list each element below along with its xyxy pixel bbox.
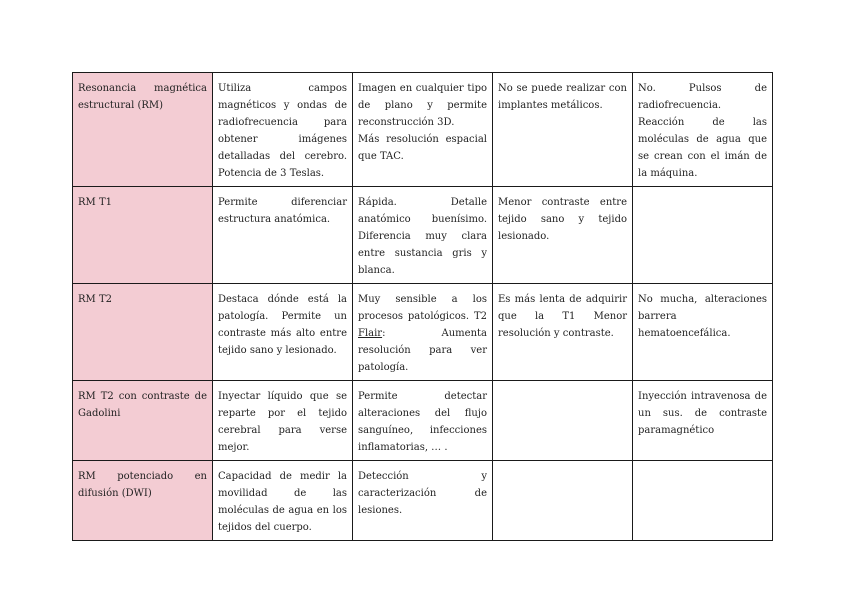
disadvantages-cell [493, 381, 633, 461]
description-cell: Inyectar líquido que se reparte por el tejido cerebral para verse mejor. [213, 381, 353, 461]
mri-comparison-table [72, 72, 773, 541]
flair-term: Flair [358, 328, 383, 339]
advantages-cell [353, 284, 493, 381]
notes-cell: Inyección intravenosa de un sus. de contraste paramagnético [633, 381, 773, 461]
advantages-cell [353, 73, 493, 187]
advantages-text: Más resolución espacial que TAC. [358, 134, 487, 162]
description-cell: Capacidad de medir la movilidad de las moléculas de agua en los tejidos del cuerpo. [213, 461, 353, 541]
table-row [73, 461, 773, 541]
advantages-cell: Permite detectar alteraciones del flujo sanguíneo, infecciones inflamatorias, … . [353, 381, 493, 461]
notes-cell [633, 187, 773, 284]
advantages-text: : Aumenta resolución para ver patología. [358, 328, 487, 373]
advantages-cell: Detección y caracterización de lesiones. [353, 461, 493, 541]
description-cell: Utiliza campos magnéticos y ondas de radiofrecuencia para obtener imágenes detalladas del cerebro. Potencia de 3 Teslas. [213, 73, 353, 187]
table-row [73, 187, 773, 284]
advantages-text: Imagen en cualquier tipo de plano y permite reconstrucción 3D. [358, 83, 487, 128]
table-row [73, 381, 773, 461]
row-label-cell: Resonancia magnética estructural (RM) [73, 73, 213, 187]
disadvantages-cell [493, 461, 633, 541]
description-cell: Permite diferenciar estructura anatómica. [213, 187, 353, 284]
description-cell: Destaca dónde está la patología. Permite un contraste más alto entre tejido sano y lesionado. [213, 284, 353, 381]
row-label-cell: RM T1 [73, 187, 213, 284]
notes-cell: No mucha, alteraciones barrera hematoencefálica. [633, 284, 773, 381]
disadvantages-cell: No se puede realizar con implantes metálicos. [493, 73, 633, 187]
table-row [73, 73, 773, 187]
row-label-cell: RM T2 [73, 284, 213, 381]
row-label-cell: RM potenciado en difusión (DWI) [73, 461, 213, 541]
advantages-cell: Rápida. Detalle anatómico buenísimo. Diferencia muy clara entre sustancia gris y blanca. [353, 187, 493, 284]
row-label-cell: RM T2 con contraste de Gadolini [73, 381, 213, 461]
notes-cell [633, 461, 773, 541]
table-row [73, 284, 773, 381]
disadvantages-cell: Es más lenta de adquirir que la T1 Menor resolución y contraste. [493, 284, 633, 381]
disadvantages-cell: Menor contraste entre tejido sano y tejido lesionado. [493, 187, 633, 284]
advantages-text: Muy sensible a los procesos patológicos. T2 [358, 294, 487, 322]
notes-cell: No. Pulsos de radiofrecuencia. Reacción de las moléculas de agua que se crean con el imán de la máquina. [633, 73, 773, 187]
